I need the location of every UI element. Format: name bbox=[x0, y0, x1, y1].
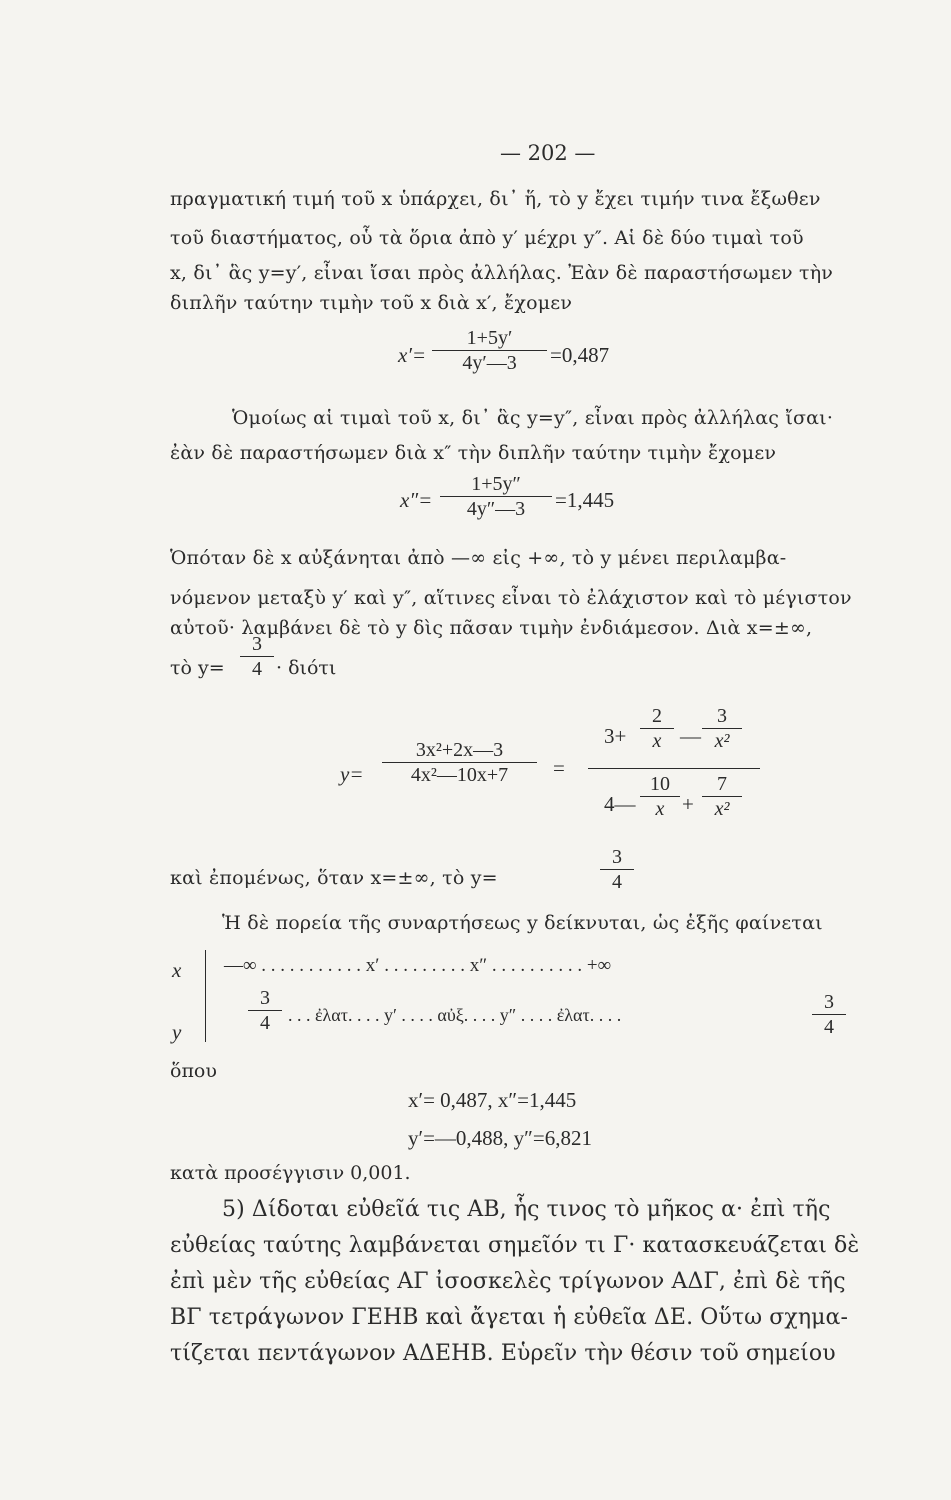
text-line-8: νόμενον μεταξὺ y′ καὶ y″, αἵτινες εἶναι τὸ ἐλάχιστον καὶ τὸ μέγιστον bbox=[170, 587, 852, 609]
fraction-numerator: 10 bbox=[650, 773, 670, 795]
fraction-denominator: 4 bbox=[260, 1012, 270, 1034]
fraction-denominator: x bbox=[655, 798, 665, 820]
fraction-numerator: 3 bbox=[717, 705, 727, 727]
eq3-num2-b: — bbox=[680, 724, 701, 748]
page-number: — 202 — bbox=[500, 141, 596, 165]
eq2-fraction bbox=[440, 472, 552, 521]
text-line-11: καὶ ἐπομένως, ὅταν x=±∞, τὸ y= bbox=[170, 867, 498, 889]
fraction-numerator: 7 bbox=[717, 773, 727, 795]
fraction-denominator: x bbox=[652, 730, 662, 752]
eq3-den2-frac2 bbox=[702, 772, 742, 821]
eq2-numerator: 1+5y″ bbox=[471, 473, 521, 495]
eq3-denominator: 4x²—10x+7 bbox=[410, 764, 509, 786]
text-line-4: διπλῆν ταύτην τιμὴν τοῦ x διὰ x′, ἔχομεν bbox=[170, 292, 573, 314]
paragraph-line-1: 5) Δίδοται εὐθεῖά τις ΑΒ, ἧς τινος τὸ μῆκος α· ἐπὶ τῆς bbox=[222, 1197, 831, 1222]
eq1-rhs: =0,487 bbox=[550, 343, 610, 367]
table-divider bbox=[205, 950, 206, 1042]
paragraph-line-3: ἐπὶ μὲν τῆς εὐθείας ΑΓ ἰσοσκελὲς τρίγωνον ΑΔΓ, ἐπὶ δὲ τῆς bbox=[170, 1269, 846, 1294]
fraction-numerator: 3 bbox=[824, 991, 834, 1013]
eq2-lhs: x″= bbox=[400, 488, 433, 512]
eq3-num2-a: 3+ bbox=[604, 724, 627, 748]
eq3-den2-b: + bbox=[682, 792, 694, 816]
text-line-12: Ἡ δὲ πορεία τῆς συναρτήσεως y δείκνυται, ὡς ἑξῆς φαίνεται bbox=[222, 912, 823, 934]
text-line-3: x, δι᾽ ἃς y=y′, εἶναι ἴσαι πρὸς ἀλλήλας. Ἐὰν δὲ παραστήσωμεν τὴν bbox=[170, 262, 834, 284]
table-y-end-fraction bbox=[812, 990, 846, 1039]
eq3-fraction bbox=[382, 738, 537, 787]
text-line-7: Ὁπόταν δὲ x αὐξάνηται ἀπὸ —∞ εἰς +∞, τὸ y μένει περιλαμβα- bbox=[170, 547, 787, 569]
table-x-label: x bbox=[172, 958, 182, 982]
eq3-den2-frac1 bbox=[640, 772, 680, 821]
eq1-lhs: x′= bbox=[398, 343, 427, 367]
eq3-equals: = bbox=[553, 756, 565, 780]
text-line-5: Ὁμοίως αἱ τιμαὶ τοῦ x, δι᾽ ἃς y=y″, εἶναι πρὸς ἀλλήλας ἴσαι· bbox=[232, 407, 834, 429]
three-quarters-fraction bbox=[240, 632, 274, 681]
text-line-9: αὐτοῦ· λαμβάνει δὲ τὸ y δὶς πᾶσαν τιμὴν ἐνδιάμεσον. Διὰ x=±∞, bbox=[170, 617, 813, 639]
table-y-row: . . . ἐλατ. . . . y′ . . . . αὐξ. . . . y″ . . . . ἐλατ. . . . bbox=[288, 1005, 622, 1025]
fraction-denominator: x² bbox=[714, 730, 730, 752]
table-x-row: —∞ . . . . . . . . . . . x′ . . . . . . . . . x″ . . . . . . . . . . +∞ bbox=[224, 955, 612, 976]
text-line-6: ἐὰν δὲ παραστήσωμεν διὰ x″ τὴν διπλῆν ταύτην τιμὴν ἔχομεν bbox=[170, 442, 777, 464]
fraction-numerator: 3 bbox=[252, 633, 262, 655]
paragraph-line-4: ΒΓ τετράγωνον ΓΕΗΒ καὶ ἄγεται ἡ εὐθεῖα ΔΕ. Οὕτω σχημα- bbox=[170, 1305, 849, 1330]
text-line-10a: τὸ y= bbox=[170, 657, 225, 679]
text-opou: ὅπου bbox=[170, 1060, 217, 1082]
paragraph-line-2: εὐθείας ταύτης λαμβάνεται σημεῖόν τι Γ· κατασκευάζεται δὲ bbox=[170, 1233, 860, 1258]
result-line-2: y′=—0,488, y″=6,821 bbox=[408, 1126, 593, 1150]
text-line-1: πραγματική τιμή τοῦ x ὑπάρχει, δι᾽ ἥ, τὸ y ἔχει τιμήν τινα ἔξωθεν bbox=[170, 188, 821, 210]
eq3-num2-frac2 bbox=[702, 704, 742, 753]
fraction-denominator: 4 bbox=[252, 658, 262, 680]
eq1-numerator: 1+5y′ bbox=[466, 327, 513, 349]
fraction-numerator: 2 bbox=[652, 705, 662, 727]
three-quarters-fraction-2 bbox=[600, 845, 634, 894]
paragraph-line-5: τίζεται πεντάγωνον ΑΔΕΗΒ. Εὑρεῖν τὴν θέσιν τοῦ σημείου bbox=[170, 1341, 836, 1366]
result-line-1: x′= 0,487, x″=1,445 bbox=[408, 1088, 577, 1112]
fraction-denominator: x² bbox=[714, 798, 730, 820]
text-approx: κατὰ προσέγγισιν 0,001. bbox=[170, 1162, 411, 1184]
table-y-start-fraction bbox=[248, 986, 282, 1035]
text-line-2: τοῦ διαστήματος, οὗ τὰ ὅρια ἀπὸ y′ μέχρι y″. Αἱ δὲ δύο τιμαὶ τοῦ bbox=[170, 227, 804, 249]
eq2-denominator: 4y″—3 bbox=[466, 498, 526, 520]
eq1-fraction bbox=[432, 326, 547, 375]
eq3-lhs: y= bbox=[340, 762, 364, 786]
eq3-num2-frac1 bbox=[640, 704, 674, 753]
eq1-denominator: 4y′—3 bbox=[462, 352, 517, 374]
eq2-rhs: =1,445 bbox=[555, 488, 615, 512]
fraction-denominator: 4 bbox=[612, 871, 622, 893]
fraction-numerator: 3 bbox=[612, 846, 622, 868]
eq3-den2-a: 4— bbox=[604, 792, 636, 816]
eq3-main-bar bbox=[588, 768, 760, 769]
fraction-numerator: 3 bbox=[260, 987, 270, 1009]
fraction-denominator: 4 bbox=[824, 1016, 834, 1038]
table-y-label: y bbox=[172, 1020, 182, 1044]
eq3-numerator: 3x²+2x—3 bbox=[415, 739, 504, 761]
text-line-10b: · διότι bbox=[276, 657, 337, 679]
